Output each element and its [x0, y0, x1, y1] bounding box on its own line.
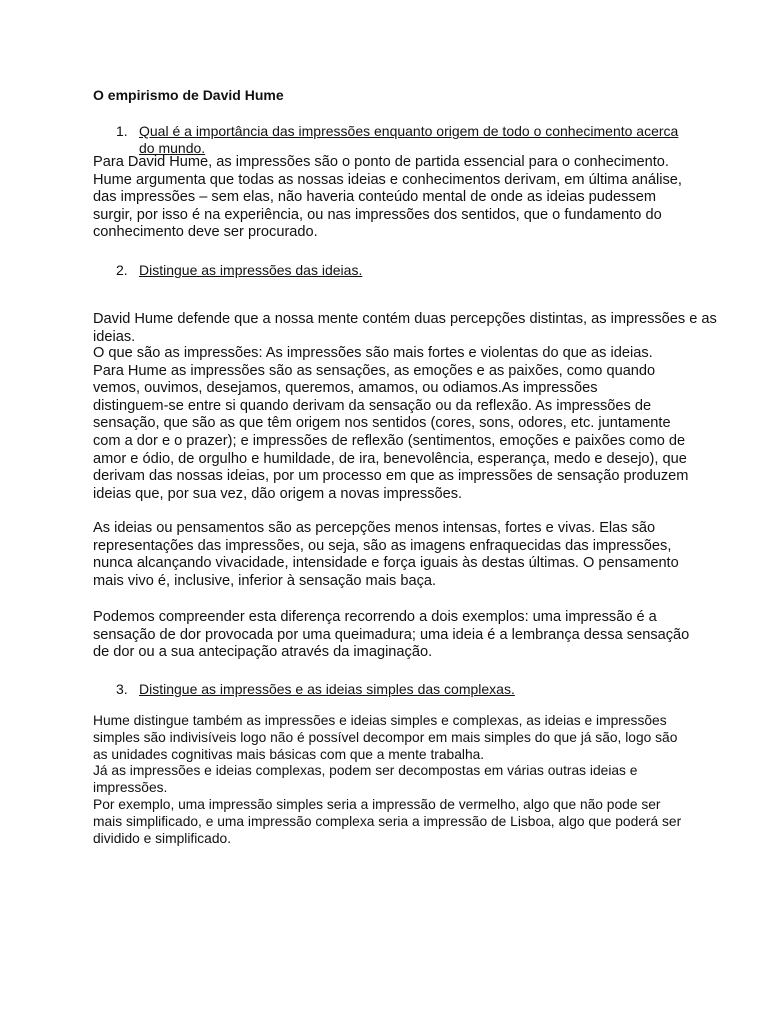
- text-line: das impressões – sem elas, não haveria conteúdo mental de onde as ideias pudessem: [93, 189, 657, 206]
- question-number: 1.: [116, 123, 128, 139]
- paragraph-4: [93, 520, 679, 590]
- text-line: Hume argumenta que todas as nossas ideias e conhecimentos derivam, em última análise,: [93, 171, 682, 188]
- text-line: de dor ou a sua antecipação através da imaginação.: [93, 644, 433, 661]
- text-line: mais simplificado, e uma impressão complexa seria a impressão de Lisboa, algo que poderá ser: [93, 813, 682, 829]
- text-line: sensação de dor provocada por uma queimadura; uma ideia é a lembrança dessa sensação: [93, 626, 690, 643]
- question-text-line: Qual é a importância das impressões enquanto origem de todo o conhecimento acerca: [139, 123, 679, 139]
- text-line: amor e ódio, de orgulho e humildade, de ira, benevolência, esperança, medo e desejo), que: [93, 450, 687, 467]
- text-line: Podemos compreender esta diferença recorrendo a dois exemplos: uma impressão é a: [93, 609, 657, 625]
- text-line: simples são indivisíveis logo não é possível decompor em mais simples do que já são, logo são: [93, 729, 678, 745]
- paragraph-1: [93, 154, 682, 242]
- text-line: com a dor e o prazer); e impressões de reflexão (sentimentos, emoções e paixões como de: [93, 432, 686, 449]
- text-line: Por exemplo, uma impressão simples seria a impressão de vermelho, algo que não pode ser: [93, 796, 661, 812]
- text-line: nunca alcançando vivacidade, intensidade e força iguais às destas últimas. O pensamento: [93, 555, 679, 572]
- paragraph-5: [93, 609, 689, 662]
- document-title: O empirismo de David Hume: [93, 87, 284, 103]
- text-line: ideias.: [93, 328, 136, 345]
- question-number: 2.: [116, 262, 128, 278]
- text-line: Hume distingue também as impressões e ideias simples e complexas, as ideias e impressões: [93, 713, 667, 728]
- question-number: 3.: [116, 681, 128, 697]
- text-line: representações das impressões, ou seja, são as imagens enfraquecidas das impressões,: [93, 537, 672, 554]
- text-line: sensação, que são as que têm origem nos sentidos (cores, sons, odores, etc. juntamente: [93, 415, 671, 432]
- question-text-line: Distingue as impressões das ideias.: [139, 262, 363, 278]
- text-line: As ideias ou pensamentos são as percepções menos intensas, fortes e vivas. Elas são: [93, 520, 656, 536]
- text-line: distinguem-se entre si quando derivam da sensação ou da reflexão. As impressões de: [93, 397, 652, 414]
- text-line: dividido e simplificado.: [93, 830, 232, 846]
- text-line: David Hume defende que a nossa mente contém duas percepções distintas, as impressões e as: [93, 311, 717, 327]
- text-line: Para David Hume, as impressões são o ponto de partida essencial para o conhecimento.: [93, 154, 669, 170]
- paragraph-6: [93, 713, 681, 847]
- text-line: impressões.: [93, 780, 168, 796]
- text-line: ideias que, por sua vez, dão origem a novas impressões.: [93, 485, 463, 502]
- question-text-line: do mundo.: [139, 140, 206, 156]
- text-line: conhecimento deve ser procurado.: [93, 224, 318, 241]
- paragraph-3: [93, 345, 688, 503]
- text-line: Já as impressões e ideias complexas, podem ser decompostas em várias outras ideias e: [93, 763, 638, 779]
- question-text-line: Distingue as impressões e as ideias simples das complexas.: [139, 681, 515, 697]
- text-line: derivam das nossas ideias, por um processo em que as impressões de sensação produzem: [93, 468, 689, 485]
- text-line: O que são as impressões: As impressões são mais fortes e violentas do que as ideias.: [93, 345, 653, 361]
- text-line: mais vivo é, inclusive, inferior à sensação mais baça.: [93, 572, 437, 589]
- text-line: surgir, por isso é na experiência, ou nas impressões dos sentidos, que o fundamento do: [93, 206, 662, 223]
- paragraph-2: [93, 311, 717, 346]
- text-line: as unidades cognitivas mais básicas com que a mente trabalha.: [93, 746, 485, 762]
- text-line: Para Hume as impressões são as sensações, as emoções e as paixões, como quando: [93, 362, 656, 379]
- text-line: vemos, ouvimos, desejamos, queremos, amamos, ou odiamos.As impressões: [93, 380, 598, 397]
